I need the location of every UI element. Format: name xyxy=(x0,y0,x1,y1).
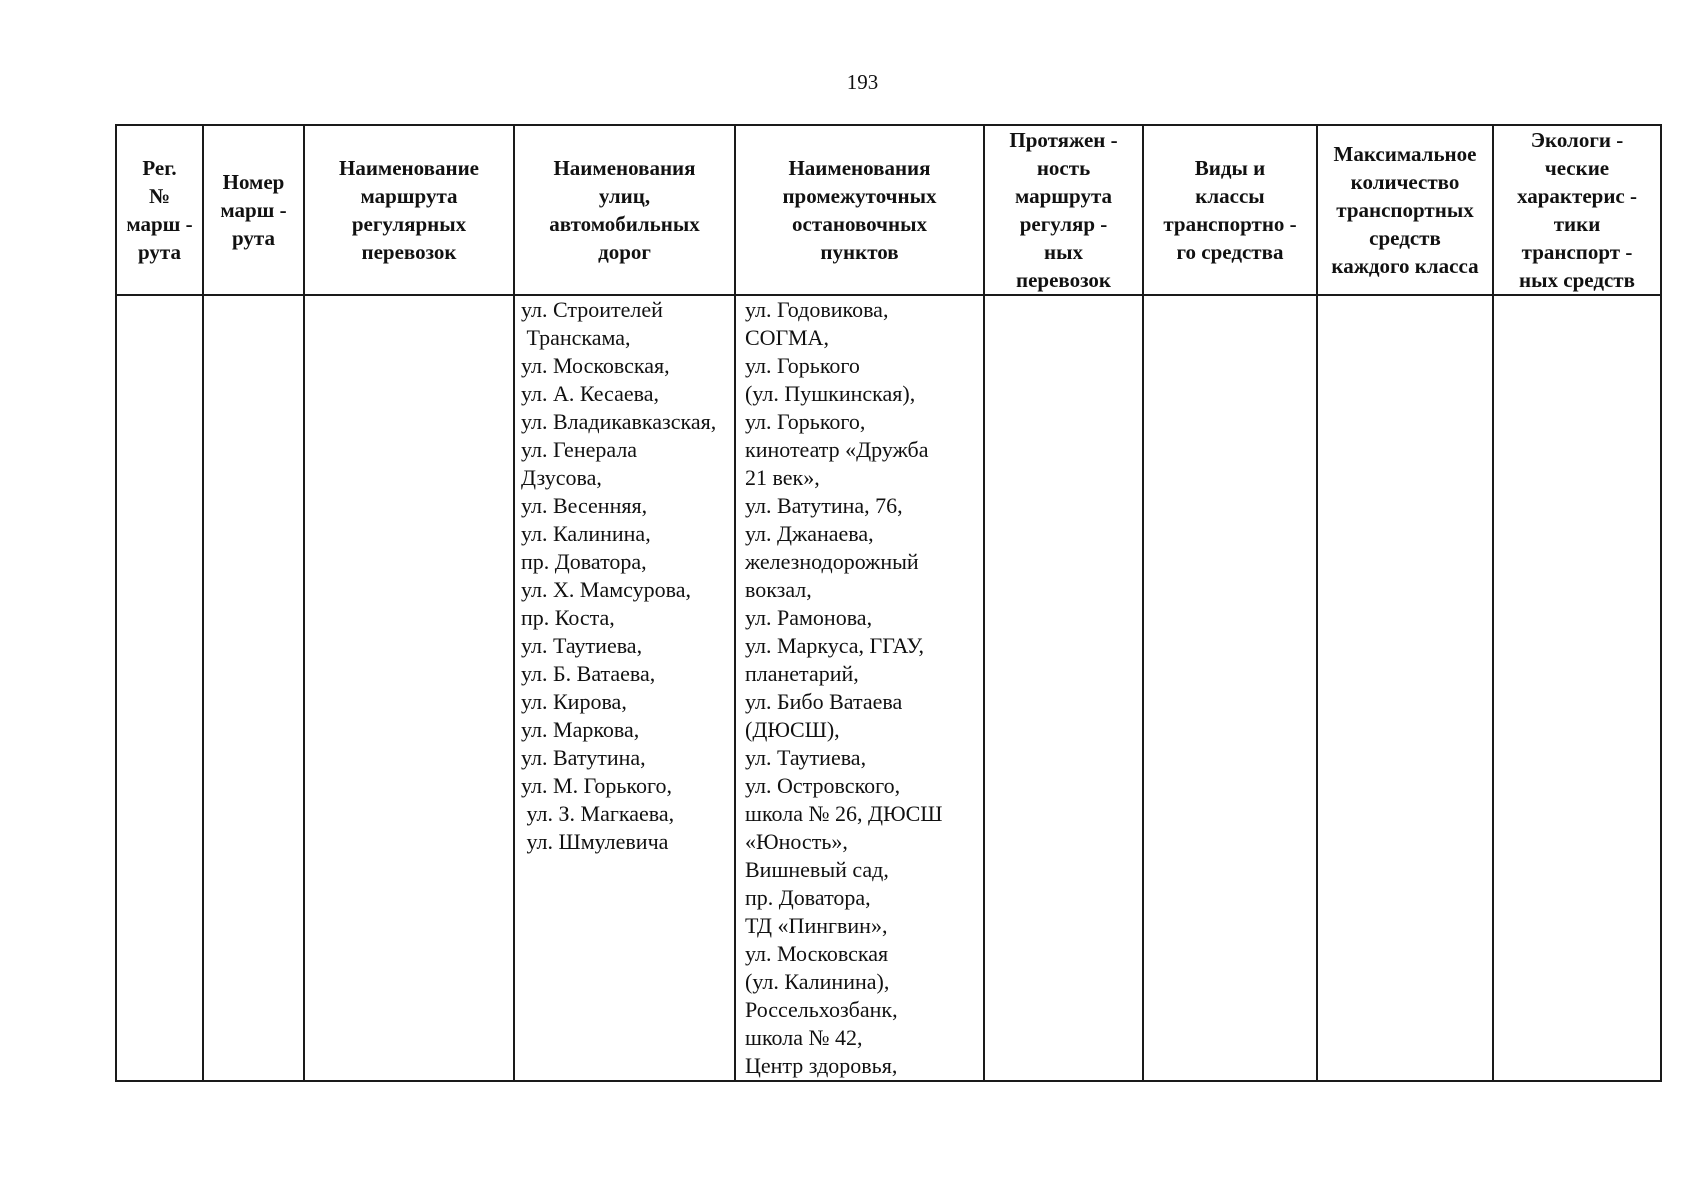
stop-item: ул. Таутиева, xyxy=(745,745,867,770)
header-line: транспортных xyxy=(1336,198,1474,222)
stop-item: планетарий, xyxy=(745,661,859,686)
stop-item: Вишневый сад, xyxy=(745,857,889,882)
street-item: пр. Коста, xyxy=(521,605,615,630)
header-row xyxy=(116,125,1661,295)
header-reg-number xyxy=(116,125,203,295)
stop-item: ул. Горького xyxy=(745,353,860,378)
header-streets xyxy=(514,125,735,295)
street-item: ул. Калинина, xyxy=(521,521,651,546)
header-line: Виды и xyxy=(1194,156,1266,180)
stop-item: 21 век», xyxy=(745,465,820,490)
stop-item: ул. Горького, xyxy=(745,409,866,434)
stop-item: (ул. Калинина), xyxy=(745,969,890,994)
header-length xyxy=(984,125,1143,295)
cell-route-name xyxy=(304,295,514,1081)
header-line: ных средств xyxy=(1519,268,1635,292)
header-line: Наименования xyxy=(788,156,931,180)
street-item: ул. Московская, xyxy=(521,353,670,378)
header-line: ческие xyxy=(1544,156,1610,180)
page-number: 193 xyxy=(846,70,879,94)
cell-streets xyxy=(514,295,735,1081)
cell-reg-number xyxy=(116,295,203,1081)
header-line: характерис - xyxy=(1517,184,1637,208)
cell-max-vehicles xyxy=(1317,295,1493,1081)
header-line: Рег. xyxy=(142,156,177,180)
header-line: рута xyxy=(138,240,181,264)
header-line: ность xyxy=(1036,156,1091,180)
header-line: автомобильных xyxy=(549,212,700,236)
stop-item: Россельхозбанк, xyxy=(745,997,898,1022)
header-route-name xyxy=(304,125,514,295)
stop-item: ТД «Пингвин», xyxy=(745,913,888,938)
street-item: ул. Маркова, xyxy=(521,717,640,742)
header-line: маршрута xyxy=(360,184,458,208)
routes-table xyxy=(115,124,1662,1082)
stop-item: школа № 26, ДЮСШ xyxy=(745,801,943,826)
header-line: перевозок xyxy=(361,240,457,264)
stop-item: ул. Джанаева, xyxy=(745,521,874,546)
street-item: ул. А. Кесаева, xyxy=(521,381,659,406)
cell-vehicle-types xyxy=(1143,295,1317,1081)
header-line: маршрута xyxy=(1014,184,1113,208)
header-line: промежуточных xyxy=(782,184,937,208)
header-line: Наименования xyxy=(553,156,696,180)
stop-item: ул. Бибо Ватаева xyxy=(745,689,903,714)
table-row xyxy=(116,295,1661,1081)
stop-item: ул. Рамонова, xyxy=(745,605,873,630)
header-line: Протяжен - xyxy=(1009,128,1118,152)
stop-item: (ДЮСШ), xyxy=(745,717,840,742)
cell-stops xyxy=(735,295,984,1081)
header-line: транспортно - xyxy=(1163,212,1297,236)
street-item: пр. Доватора, xyxy=(521,549,647,574)
street-item: Дзусова, xyxy=(521,465,602,490)
cell-length xyxy=(984,295,1143,1081)
header-line: средств xyxy=(1369,226,1441,250)
header-line: дорог xyxy=(598,240,651,264)
header-line: марш - xyxy=(126,212,193,236)
header-line: перевозок xyxy=(1015,268,1112,292)
header-line: каждого класса xyxy=(1331,254,1479,278)
stop-item: ул. Московская xyxy=(745,941,889,966)
street-item: ул. Весенняя, xyxy=(521,493,648,518)
header-line: Экологи - xyxy=(1530,128,1624,152)
street-item: ул. З. Магкаева, xyxy=(521,801,675,826)
header-line: го средства xyxy=(1176,240,1284,264)
header-line: тики xyxy=(1553,212,1601,236)
header-line: Наименование xyxy=(339,156,479,180)
header-line: остановочных xyxy=(792,212,927,236)
street-item: ул. Кирова, xyxy=(521,689,627,714)
header-line: регулярных xyxy=(351,212,467,236)
street-item: ул. Ватутина, xyxy=(521,745,646,770)
stop-item: «Юность», xyxy=(745,829,848,854)
header-line: марш - xyxy=(220,198,287,222)
header-line: Максимальное xyxy=(1333,142,1477,166)
cell-eco-characteristics xyxy=(1493,295,1661,1081)
header-max-vehicles xyxy=(1317,125,1493,295)
stop-item: кинотеатр «Дружба xyxy=(745,437,929,462)
header-stops xyxy=(735,125,984,295)
stop-item: (ул. Пушкинская), xyxy=(745,381,916,406)
street-item: ул. Х. Мамсурова, xyxy=(521,577,691,602)
street-item: ул. Таутиева, xyxy=(521,633,643,658)
header-line: ных xyxy=(1044,240,1083,264)
stop-item: ул. Ватутина, 76, xyxy=(745,493,903,518)
stop-item: Центр здоровья, xyxy=(745,1053,898,1078)
stop-item: вокзал, xyxy=(745,577,812,602)
header-line: № xyxy=(148,184,171,208)
header-vehicle-types xyxy=(1143,125,1317,295)
header-line: Номер xyxy=(222,170,285,194)
cell-route-number xyxy=(203,295,304,1081)
header-line: улиц, xyxy=(598,184,651,208)
street-item: ул. Шмулевича xyxy=(521,829,669,854)
header-line: регуляр - xyxy=(1019,212,1108,236)
stop-item: ул. Островского, xyxy=(745,773,901,798)
street-item: ул. Владикавказская, xyxy=(521,409,717,434)
stop-item: СОГМА, xyxy=(745,325,829,350)
header-eco-characteristics xyxy=(1493,125,1661,295)
header-line: пунктов xyxy=(820,240,899,264)
street-item: ул. М. Горького, xyxy=(521,773,672,798)
stop-item: ул. Годовикова, xyxy=(745,297,889,322)
street-item: ул. Генерала xyxy=(521,437,638,462)
street-item: Транскама, xyxy=(521,325,631,350)
header-route-number xyxy=(203,125,304,295)
header-line: транспорт - xyxy=(1521,240,1633,264)
stop-item: ул. Маркуса, ГГАУ, xyxy=(745,633,924,658)
header-line: рута xyxy=(232,226,275,250)
header-line: количество xyxy=(1350,170,1460,194)
street-item: ул. Б. Ватаева, xyxy=(521,661,656,686)
street-item: ул. Строителей xyxy=(521,297,663,322)
header-line: классы xyxy=(1195,184,1265,208)
stop-item: пр. Доватора, xyxy=(745,885,871,910)
stop-item: железнодорожный xyxy=(745,549,919,574)
stop-item: школа № 42, xyxy=(745,1025,863,1050)
